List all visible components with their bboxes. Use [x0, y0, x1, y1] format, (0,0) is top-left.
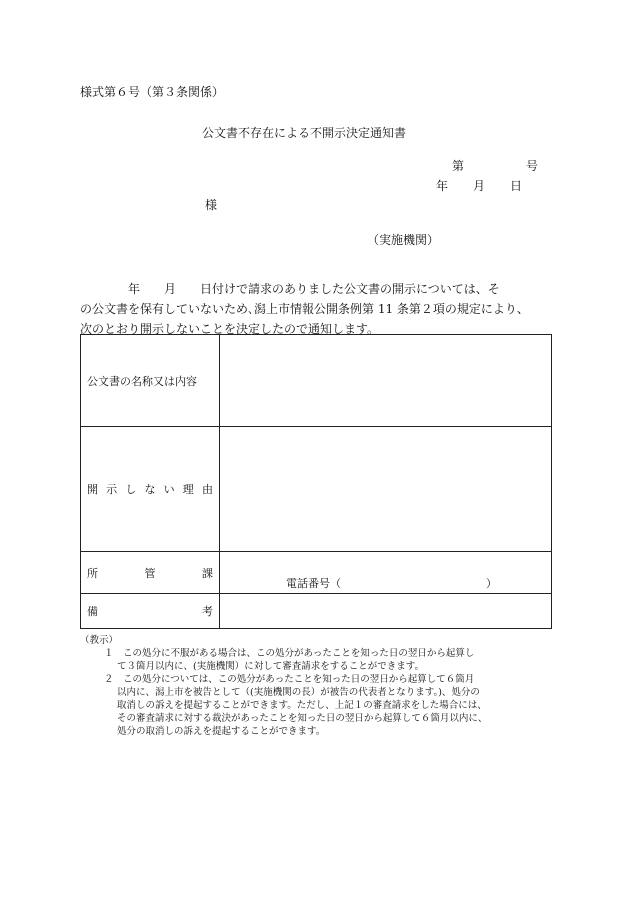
table-row: [81, 335, 552, 427]
notice-body: [80, 279, 555, 339]
body-line: 次のとおり開示しないことを決定したので通知します。: [80, 322, 380, 336]
note-line: その審査請求に対する裁決があったことを知った日の翌日から起算して６箇月以内に、: [117, 713, 488, 724]
label-char: 示: [106, 483, 118, 496]
label-char: な: [144, 483, 156, 496]
phone-number-field: [226, 575, 545, 591]
label-char: 課: [202, 566, 213, 580]
document-title: 公文書不存在による不開示決定通知書: [202, 126, 407, 140]
addressee-suffix: 様: [205, 198, 218, 212]
label-char: し: [125, 483, 137, 496]
label-char: 所: [87, 566, 98, 580]
notice-table: [80, 334, 552, 629]
note-line: 取消しの訴えを提起することができます。ただし、上記１の審査請求をした場合には、: [117, 700, 487, 711]
table-row: [81, 594, 552, 629]
table-row: [81, 552, 552, 594]
instructions-heading: （教示）: [80, 635, 119, 646]
table-row: [81, 427, 552, 552]
day-label: 日: [509, 179, 522, 193]
document-date: [436, 177, 522, 194]
number-label: 第: [452, 159, 465, 173]
note-line: 処分の取消しの訴えを提起することができます。: [117, 726, 326, 737]
form-number: 様式第６号（第３条関係）: [80, 85, 225, 99]
document-number: [452, 157, 538, 174]
remarks-label: [81, 594, 220, 629]
department-label: [81, 552, 220, 594]
body-line: 年 月 日付けで請求のありました公文書の開示については、そ: [80, 282, 500, 296]
label-char: 由: [201, 483, 213, 496]
document-name-label: 公文書の名称又は内容: [81, 335, 220, 427]
month-label: 月: [472, 179, 485, 193]
label-char: 考: [202, 605, 213, 618]
label-char: 理: [182, 483, 194, 496]
document-name-value: [220, 335, 552, 427]
note-line: 以内に、潟上市を被告として（(実施機関の長）が被告の代表者となります。)、処分の: [117, 687, 480, 698]
number-suffix: 号: [525, 159, 538, 173]
issuer: （実施機関）: [367, 233, 440, 247]
reason-value: [220, 427, 552, 552]
instructions: [80, 634, 487, 738]
label-char: 管: [144, 566, 156, 580]
department-value: [220, 552, 552, 594]
body-line: の公文書を保有していないため､潟上市情報公開条例第 11 条第２項の規定により、: [80, 302, 529, 316]
phone-label: 電話番号（: [286, 577, 341, 590]
label-char: 開: [87, 483, 98, 496]
note-line: ２ この処分については、この処分があったことを知った日の翌日から起算して６箇月: [104, 674, 475, 685]
phone-close: ）: [486, 577, 497, 590]
label-char: い: [163, 483, 175, 496]
note-line: １ この処分に不服がある場合は、この処分があったことを知った日の翌日から起算し: [104, 648, 475, 659]
label-char: 備: [87, 605, 98, 618]
year-label: 年: [436, 179, 449, 193]
remarks-value: [220, 594, 552, 629]
reason-label: [81, 427, 220, 552]
note-line: て３箇月以内に、(実施機関）に対して審査請求をすることができます。: [117, 661, 424, 672]
